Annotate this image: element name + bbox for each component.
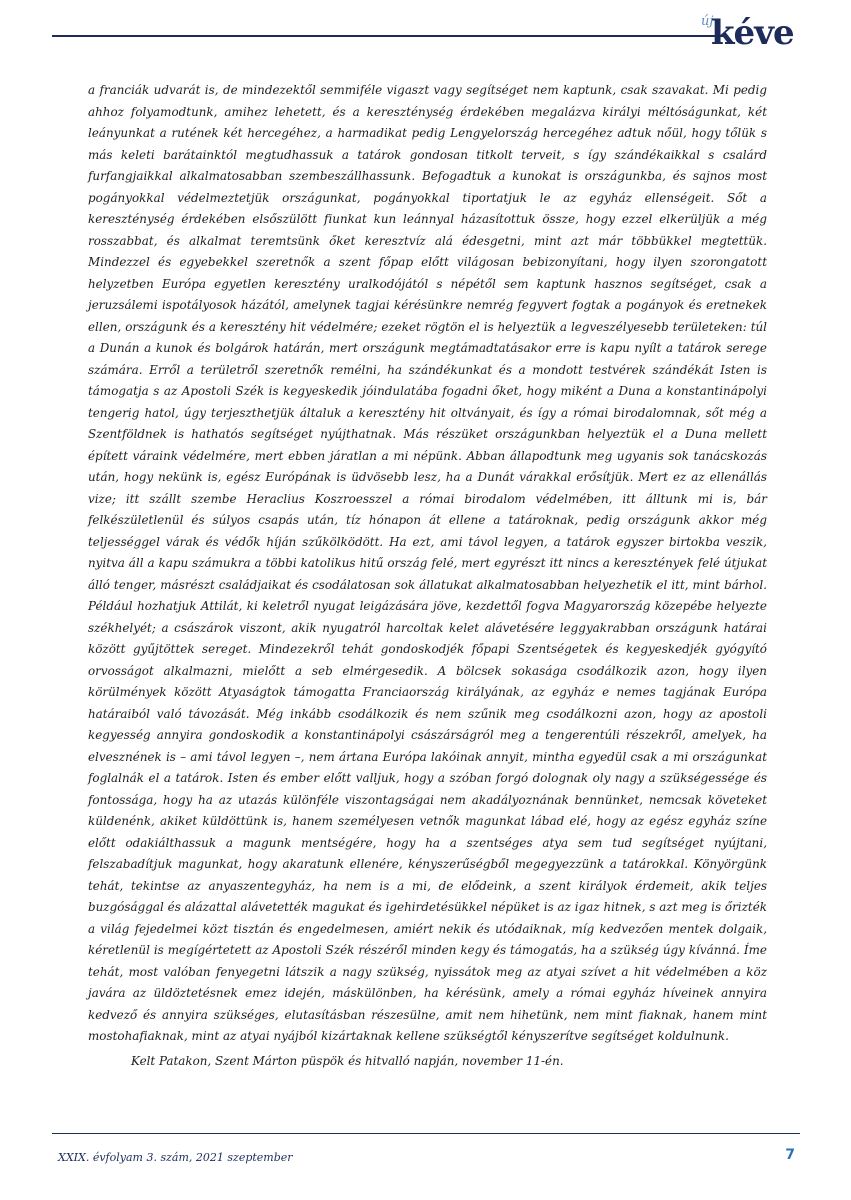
article-signoff: Kelt Patakon, Szent Márton püspök és hitvalló napján, november 11-én.: [131, 1054, 564, 1068]
page-number: 7: [785, 1147, 795, 1163]
masthead-title: kéve: [711, 13, 794, 53]
header-rule: [52, 35, 724, 37]
masthead-prefix: új: [701, 14, 714, 29]
masthead-logo: [701, 14, 801, 60]
issue-info: XXIX. évfolyam 3. szám, 2021 szeptember: [58, 1151, 293, 1164]
footer-rule: [52, 1133, 800, 1134]
article-body: a franciák udvarát is, de mindezektől semmiféle vigaszt vagy segítséget nem kaptunk, csak szavakat. Mi pedig ahhoz folyamodtunk, amihez lehetett, és a kereszténység érdekében megalázva királyi méltóságunkat, két leányunkat a rutének két hercegéhez, a harmadikat pedig Lengyelország hercegéhez adtuk nőül, hogy tőlük s más keleti barátainktól megtudhassuk a tatárok gondosan titkolt terveit, s így szándékaikkal s csalárd furfangjaikkal alkalmatosabban szembeszállhassunk. Befogadtuk a kunokat is országunkba, és sajnos most pogányokkal védelmeztetjük országunkat, pogányokkal tiportatjuk le az egyház ellenségeit. Sőt a kereszténység érdekében elsőszülött fiunkat kun leánnyal házasítottuk össze, hogy ezzel elkerüljük a még rosszabbat, és alkalmat teremtsünk őket keresztvíz alá édesgetni, mint azt már többükkel megtettük. Mindezzel és egyebekkel szeretnők a szent főpap előtt világosan bebizonyítani, hogy ilyen szorongatott helyzetben Európa egyetlen keresztény uralkodójától s népétől sem kaptunk hasznos segítséget, csak a jeruzsálemi ispotályosok házától, amelynek tagjai kérésünkre nemrég fegyvert fogtak a pogányok és eretnekek ellen, országunk és a keresztény hit védelmére; ezeket rögtön el is helyeztük a legveszélyesebb területeken: túl a Dunán a kunok és bolgárok határán, mert országunk megtámadtatásakor erre is kapu nyílt a tatárok serege számára. Erről a területről szeretnők remélni, ha szándékunkat és a mondott testvérek szándékát Isten is támogatja s az Apostoli Szék is kegyeskedik jóindulatába fogadni őket, hogy miként a Duna a konstantinápolyi tengerig hatol, úgy terjeszthetjük általuk a keresztény hit oltványait, és így a római birodalomnak, sőt még a Szentföldnek is hathatós segítséget nyújthatnak. Más részüket országunkban helyeztük el a Duna mellett épített váraink védelmére, mert ebben járatlan a mi népünk. Abban állapodtunk meg ugyanis sok tanácskozás után, hogy nekünk is, egész Európának is üdvösebb lesz, ha a Dunát várakkal erősítjük. Mert ez az ellenállás vize; itt szállt szembe Heraclius Koszroesszel a római birodalom védelmében, itt álltunk mi is, bár felkészületlenül és súlyos csapás után, tíz hónapon át ellene a tatároknak, pedig országunk akkor még teljességgel várak és védők híján szűkölködött. Ha ezt, ami távol legyen, a tatárok egyszer birtokba veszik, nyitva áll a kapu számukra a többi katolikus hitű ország felé, mert egyrészt itt nincs a keresztények felé útjukat álló tenger, másrészt családjaikat és csodálatosan sok állatukat alkalmatosabban helyezhetik el itt, mint bárhol. Például hozhatjuk Attilát, ki keletről nyugat leigázására jöve, kezdettől fogva Magyarország közepébe helyezte székhelyét; a császárok viszont, akik nyugatról harcoltak kelet alávetésére leggyakrabban országunk határai között gyűjtöttek sereget. Mindezekről tehát gondoskodjék főpapi Szentségetek és kegyeskedjék gyógyító orvosságot alkalmazni, mielőtt a seb elmérgesedik. A bölcsek sokasága csodálkozik azon, hogy ilyen körülmények között Atyaságtok támogatta Franciaország királyának, az egyház e nemes tagjának Európa határaiból való távozását. Még inkább csodálkozik és nem szűnik meg csodálkozni azon, hogy az apostoli kegyesség annyira gondoskodik a konstantinápolyi császárságról meg a tengerentúli részekről, amelyek, ha elvesznének is – ami távol legyen –, nem ártana Európa lakóinak annyit, mintha egyedül csak a mi országunkat foglalnák el a tatárok. Isten és ember előtt valljuk, hogy a szóban forgó dolognak oly nagy a szükségessége és fontossága, hogy ha az utazás különféle viszontagságai nem akadályoznának bennünket, nemcsak követeket küldenénk, akiket küldöttünk is, hanem személyesen vetnők magunkat lábad elé, hogy az egész egyház színe előtt odakiálthassuk a magunk mentségére, hogy ha a szentséges atya sem tud segítséget nyújtani, felszabadítjuk magunkat, hogy akaratunk ellenére, kényszerűségből megegyezzünk a tatárokkal. Könyörgünk tehát, tekintse az anyaszentegyház, ha nem is a mi, de elődeink, a szent királyok érdemeit, akik teljes buzgósággal és alázattal alávetették magukat és igehirdetésükkel népüket is az igaz hitnek, s azt meg is őrizték a világ fejedelmei közt tisztán és engedelmesen, amiért nekik és utódaiknak, míg kedvezően mentek dolgaik, kéretlenül is megígértetett az Apostoli Szék részéről minden kegy és támogatás, ha a szükség úgy kívánná. Íme tehát, most valóban fenyegetni látszik a nagy szükség, nyissátok meg az atyai szívet a hit védelmében a köz javára az üldöztetésnek emez idején, máskülönben, ha kérésünk, amely a római egyház híveinek annyira kedvező és annyira szükséges, elutasításban részesülne, amit nem hihetünk, nem mint fiaknak, hanem mint mostohafiaknak, mint az atyai nyájból kizártaknak kellene szükségtől kényszerítve segítséget koldulnunk.: [88, 83, 767, 1043]
